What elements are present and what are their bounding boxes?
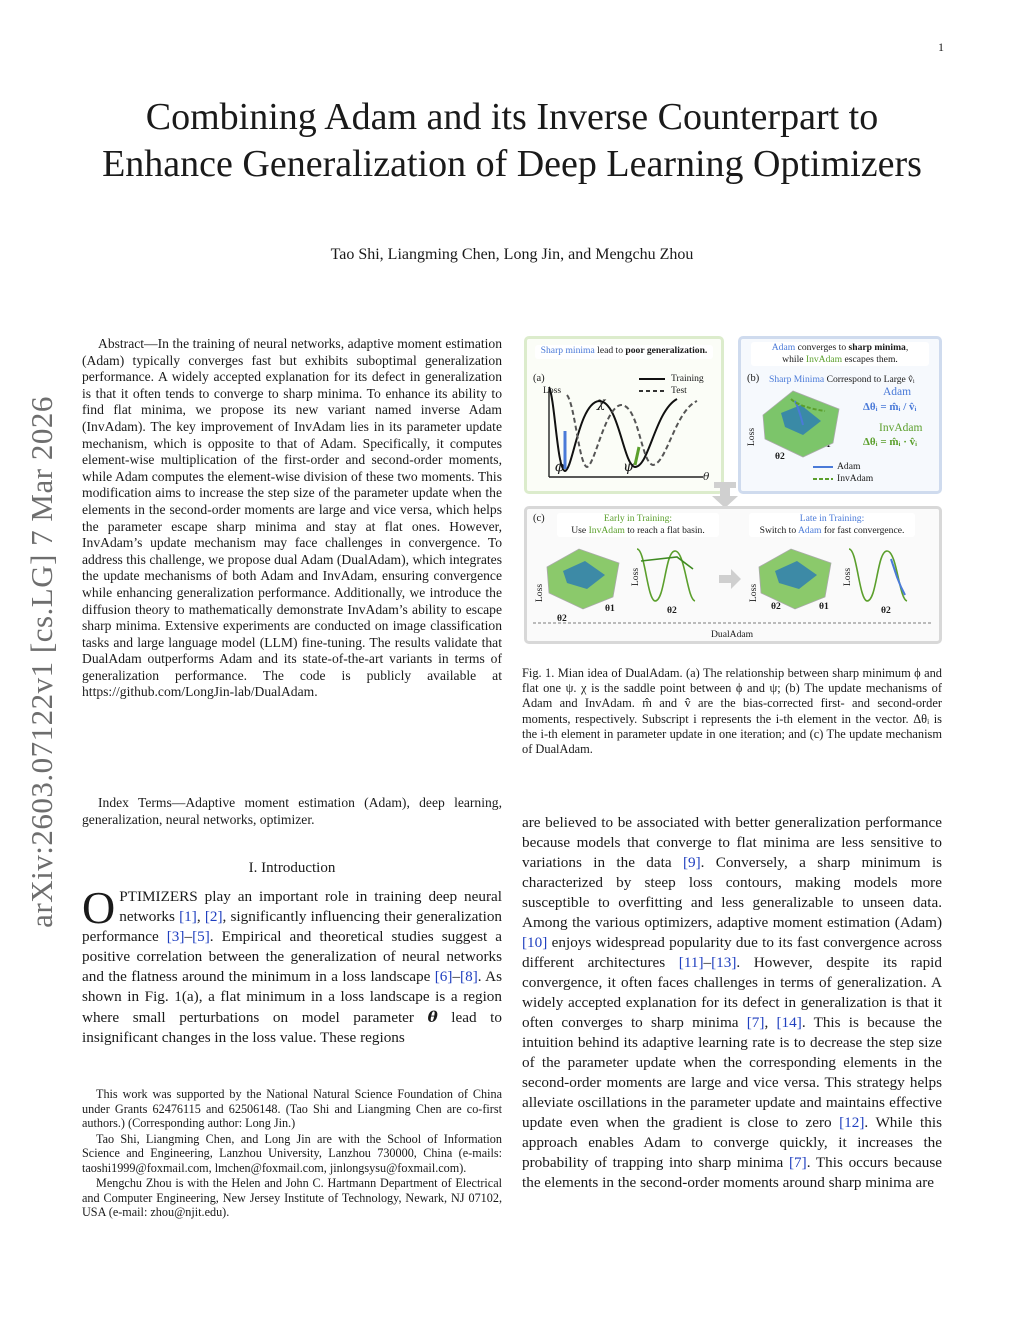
early-update-curve bbox=[637, 549, 695, 601]
symbol-chi: χ bbox=[597, 395, 606, 411]
body-text: . Conversely, a sharp minimum is characterized by steep loss contours, making models more susceptible to overfitting and less generalizable to unseen data. Among the various optimizers, adaptive moment estimation (Adam) bbox=[522, 854, 942, 931]
citation-link[interactable]: [9] bbox=[682, 854, 701, 871]
citation-link[interactable]: [8] bbox=[460, 968, 478, 985]
arxiv-identifier-stamp: arXiv:2603.07122v1 [cs.LG] 7 Mar 2026 bbox=[24, 396, 59, 928]
test-loss-curve bbox=[567, 395, 697, 467]
legend-training: Training bbox=[671, 373, 704, 384]
intro-text: PTIMIZERS play an important role in training deep neural networks bbox=[119, 888, 502, 925]
section-heading-introduction: I. Introduction bbox=[248, 860, 336, 876]
drop-cap: O bbox=[82, 882, 116, 933]
body-text: . However, despite its rapid convergence, it often faces challenges in terms of generalization. A widely accepted explanation for its defect in generalization is that it often converges to sharp minima bbox=[522, 954, 942, 1031]
body-separator: – bbox=[703, 954, 712, 971]
index-terms bbox=[82, 795, 502, 828]
panel-c-theta2-3: θ2 bbox=[771, 601, 781, 612]
intro-separator: – bbox=[184, 928, 193, 945]
symbol-phi: ϕ bbox=[555, 459, 565, 475]
citation-link[interactable]: [11] bbox=[678, 954, 704, 971]
body-separator: , bbox=[764, 1014, 777, 1031]
introduction-paragraph bbox=[82, 882, 503, 1048]
panel-b-title-part: InvAdam bbox=[805, 353, 843, 365]
panel-a-title-part: Sharp minima bbox=[540, 345, 595, 356]
panel-c-loss-axis-2: Loss bbox=[630, 567, 642, 587]
panel-b-loss-axis: Loss bbox=[746, 427, 758, 447]
figure-panel-b bbox=[738, 336, 942, 494]
symbol-psi: ψ bbox=[623, 459, 634, 475]
figure-panel-a bbox=[524, 336, 724, 494]
early-text: InvAdam bbox=[588, 524, 625, 536]
theta-symbol: θ bbox=[427, 1008, 438, 1026]
panel-a-label: (a) bbox=[533, 373, 545, 384]
late-title: Late in Training: bbox=[799, 513, 865, 524]
panel-b-subtitle-part: Correspond to Large v̂ᵢ bbox=[824, 374, 915, 385]
figure-panel-c bbox=[524, 506, 942, 644]
body-text: enjoys widespread popularity due to its fast convergence across different architectures bbox=[522, 934, 942, 971]
panel-c-graphics bbox=[527, 509, 939, 641]
invadam-trajectory-arrow bbox=[635, 447, 639, 465]
body-text: . This is because the intuition behind its adaptive learning rate is to decrease the step size of the parameter update when the corresponding elements in the second-order moments are large and vice versa. This strategy helps alleviate oscillations in the parameter update and maintains effective update even when the gradient is close to zero bbox=[522, 1014, 942, 1131]
citation-link[interactable]: [10] bbox=[522, 934, 548, 951]
footnotes bbox=[82, 1087, 502, 1221]
panel-c-theta2-4: θ2 bbox=[881, 605, 891, 616]
intro-text: , significantly influencing their generalization performance bbox=[82, 908, 503, 945]
down-arrow-icon bbox=[710, 482, 740, 508]
panel-c-loss-axis-3: Loss bbox=[748, 583, 760, 603]
body-text: . This occurs because the elements in the second-order moments around sharp minima are bbox=[522, 1154, 942, 1191]
panel-b-theta2: θ2 bbox=[775, 451, 785, 462]
early-text: Use bbox=[571, 524, 589, 536]
panel-a-title-part: poor generalization. bbox=[625, 345, 708, 356]
citation-link[interactable]: [13] bbox=[711, 954, 737, 971]
figure-caption-text: Fig. 1. Mian idea of DualAdam. (a) The relationship between sharp minimum ϕ and flat one ψ. χ is the saddle point between ϕ and ψ; (b) The update mechanisms of Adam and InvAdam. m̂ and v̂ are the bias-corrected first- and second-order moments, respectively. Subscript i represents the i-th element in the vector. Δθᵢ is the i-th element in parameter update in one iteration; and (c) The update mechanism of DualAdam. bbox=[522, 666, 942, 757]
panel-b-title-part: converges to bbox=[795, 342, 849, 353]
adam-update-formula: Δθᵢ = m̂ᵢ / v̂ᵢ bbox=[863, 401, 917, 413]
body-text: . While this approach enables Adam to converge quickly, it increases the probability of trapping into sharp minima bbox=[522, 1114, 942, 1171]
late-text: Switch to bbox=[759, 524, 798, 536]
early-title: Early in Training: bbox=[603, 513, 673, 524]
paper-title: Combining Adam and its Inverse Counterpart to Enhance Generalization of Deep Learning Optimizers bbox=[102, 96, 922, 185]
panel-b-label: (b) bbox=[747, 373, 760, 384]
late-text: Adam bbox=[798, 524, 822, 536]
intro-text: . As shown in Fig. 1(a), a flat minimum in a loss landscape is a region where small perturbations on model parameter bbox=[82, 968, 503, 1026]
right-arrow-icon bbox=[719, 569, 741, 589]
adam-name: Adam bbox=[883, 386, 912, 398]
panel-c-theta2-2: θ2 bbox=[667, 605, 677, 616]
intro-separator: – bbox=[452, 968, 461, 985]
abstract-text: Abstract—In the training of neural networks, adaptive moment estimation (Adam) typically converges fast but exhibits suboptimal generalization performance. A widely accepted explanation for its defect in generalization is that it often tends to converge to sharp minima. To enhance its ability to find flat minima, we propose its new variant named inverse Adam (InvAdam). The key improvement of InvAdam lies in its parameter update mechanism, which is opposite to that of Adam. Specifically, it computes element-wise multiplication of the first-order and second-order moments, while Adam computes the element-wise division of these two moments. This modification aims to increase the step size of the parameter update when the elements in the second-order moments are large and vice versa, which helps the parameter escape sharp minima and stay at flat ones. However, InvAdam’s update mechanism may face challenges in convergence. To address this challenge, we propose dual Adam (DualAdam), which integrates the update mechanisms of both Adam and InvAdam, ensuring convergence while enhancing generalization performance. Additionally, we introduce the diffusion theory to mathematically demonstrate InvAdam’s ability to escape sharp minima. Extensive experiments are conducted on image classification tasks and large language model (LLM) fine-tuning. The results validate that DualAdam outperforms Adam and its state-of-the-art variants in terms of generalization performance. The code is publicly available at https://github.com/LongJin-lab/DualAdam. bbox=[82, 336, 502, 700]
abstract bbox=[82, 336, 502, 701]
index-terms-text: Index Terms—Adaptive moment estimation (Adam), deep learning, generalization, neural networks, optimizer. bbox=[82, 795, 502, 827]
panel-b-title-part: Adam bbox=[771, 342, 796, 353]
citation-link[interactable]: [3] bbox=[166, 928, 185, 945]
legend-invadam: InvAdam bbox=[837, 473, 874, 484]
footnote-affiliation-2: Mengchu Zhou is with the Helen and John C. Hartmann Department of Electrical and Computer Engineering, New Jersey Institute of Technology, Newark, NJ 07102, USA (e-mail: zhou@njit.edu). bbox=[82, 1176, 502, 1219]
panel-b-title-part: , bbox=[905, 342, 909, 353]
citation-link[interactable]: [1] bbox=[179, 908, 197, 925]
legend-test: Test bbox=[671, 385, 687, 396]
panel-b-title-part: sharp minima bbox=[848, 342, 906, 353]
citation-link[interactable]: [12] bbox=[839, 1114, 865, 1131]
panel-b-subtitle-part: Sharp Minima bbox=[769, 374, 825, 385]
panel-a-title-part: lead to bbox=[594, 345, 626, 356]
footnote-affiliation-1: Tao Shi, Liangming Chen, and Long Jin are with the School of Information Science and Engineering, Lanzhou University, Lanzhou 730000, China (e-mails: taoshi1999@foxmail.com, lmchen@foxmail.com, jinlongsysu@foxmail.com). bbox=[82, 1131, 502, 1175]
panel-c-theta1-2: θ1 bbox=[819, 601, 829, 612]
panel-c-loss-axis-1: Loss bbox=[534, 583, 546, 603]
panel-c-theta1-1: θ1 bbox=[605, 603, 615, 614]
panel-c-loss-axis-4: Loss bbox=[842, 567, 854, 587]
panel-a-x-axis-label: θ bbox=[703, 471, 710, 483]
legend-adam: Adam bbox=[837, 461, 861, 472]
panel-b-loss-surface bbox=[741, 339, 939, 491]
right-column-text bbox=[522, 813, 942, 1193]
late-update-steps bbox=[891, 559, 905, 595]
panel-a-y-axis-label: Loss bbox=[543, 385, 562, 396]
invadam-update-formula: Δθᵢ = m̂ᵢ · v̂ᵢ bbox=[863, 436, 918, 448]
early-text: to reach a flat basin. bbox=[624, 524, 705, 536]
dualadam-label: DualAdam bbox=[711, 629, 754, 640]
citation-link[interactable]: [2] bbox=[204, 908, 223, 925]
loss-curves-plot bbox=[527, 339, 721, 491]
citation-link[interactable]: [14] bbox=[776, 1014, 802, 1031]
panel-b-title-part: while bbox=[782, 353, 806, 365]
citation-link[interactable]: [6] bbox=[434, 968, 453, 985]
body-text: are believed to be associated with better generalization performance because models that converge to flat minima are less sensitive to variations in the data bbox=[522, 814, 942, 871]
footnote-funding: This work was supported by the National Natural Science Foundation of China under Grants 62476115 and 62506148. (Tao Shi and Liangming Chen are co-first authors.) (Corresponding author: Long Jin.) bbox=[82, 1087, 502, 1130]
paper-authors: Tao Shi, Liangming Chen, Long Jin, and Mengchu Zhou bbox=[330, 246, 694, 263]
figure-1 bbox=[522, 334, 944, 650]
page-number: 1 bbox=[938, 40, 944, 54]
panel-c-theta2-1: θ2 bbox=[557, 613, 567, 624]
late-text: for fast convergence. bbox=[821, 524, 905, 536]
intro-text: . Empirical and theoretical studies suggest a positive correlation between the generalization of neural networks and the flatness around the minimum in a loss landscape bbox=[82, 928, 503, 985]
citation-link[interactable]: [5] bbox=[192, 928, 210, 945]
citation-link[interactable]: [7] bbox=[788, 1154, 807, 1171]
intro-separator: , bbox=[196, 908, 205, 925]
invadam-name: InvAdam bbox=[879, 422, 923, 434]
citation-link[interactable]: [7] bbox=[746, 1014, 765, 1031]
panel-b-title-part: escapes them. bbox=[842, 353, 898, 365]
panel-c-label: (c) bbox=[533, 513, 545, 524]
training-loss-curve bbox=[549, 387, 677, 475]
intro-text: lead to insignificant changes in the loss value. These regions bbox=[82, 1009, 502, 1046]
figure-1-caption bbox=[522, 666, 942, 757]
late-update-curve bbox=[849, 549, 907, 601]
